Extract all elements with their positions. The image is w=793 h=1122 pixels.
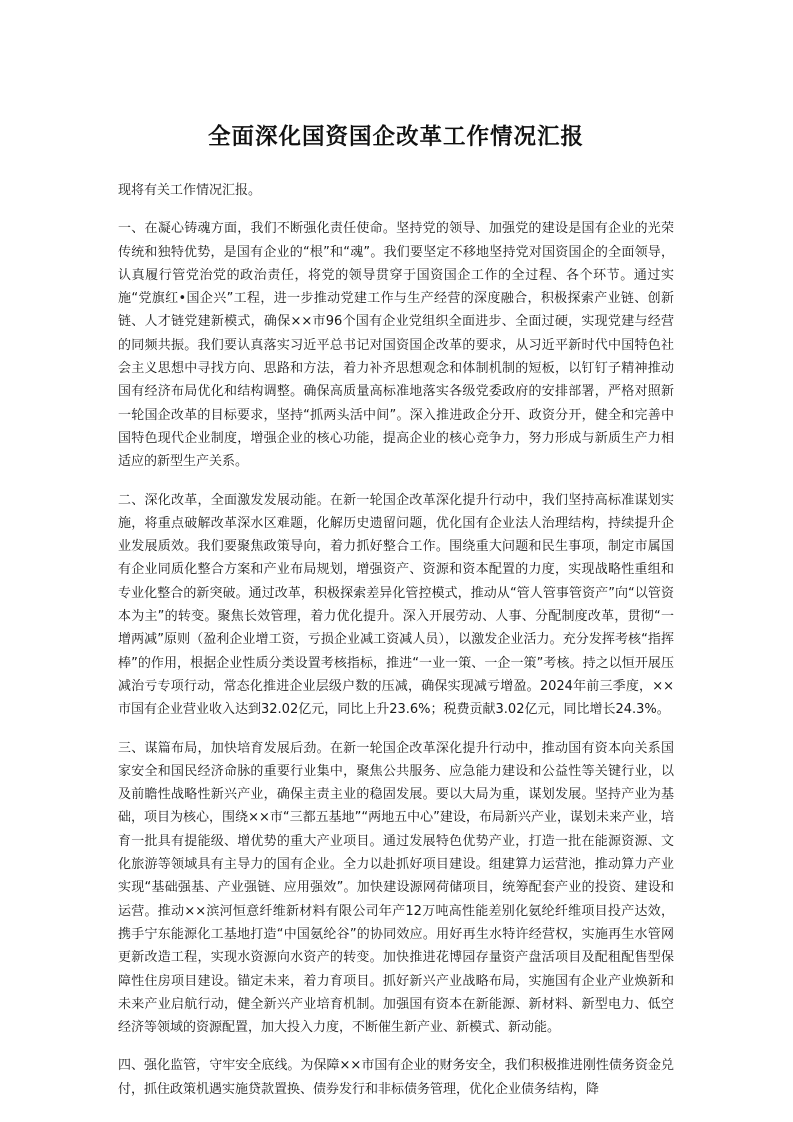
document-title: 全面深化国资国企改革工作情况汇报 bbox=[207, 124, 584, 150]
section-1-paragraph: 一、在凝心铸魂方面，我们不断强化责任使命。坚持党的领导、加强党的建设是国有企业的光荣传统和独特优势，是国有企业的“根”和“魂”。我们要坚定不移地坚持党对国资国企的全面领导，认真履行管党治党的政治责任，将党的领导贯穿于国资国企工作的全过程、各个环节。通过实施“党旗红•国企兴”工程，进一步推动党建工作与生产经营的深度融合，积极探索产业链、创新链、人才链党建新模式，确保××市96个国有企业党组织全面进步、全面过硬，实现党建与经营的同频共振。我们要认真落实习近平总书记对国资国企改革的要求，从习近平新时代中国特色社会主义思想中寻找方向、思路和方法，着力补齐思想观念和体制机制的短板，以钉钉子精神推动国有经济布局优化和结构调整。确保高质量高标准地落实各级党委政府的安排部署，严格对照新一轮国企改革的目标要求，坚持“抓两头活中间”。深入推进政企分开、政资分开，健全和完善中国特色现代企业制度，增强企业的核心功能，提高企业的核心竞争力，努力形成与新质生产力相适应的新型生产关系。 bbox=[118, 221, 674, 470]
section-3-paragraph: 三、谋篇布局，加快培育发展后劲。在新一轮国企改革深化提升行动中，推动国有资本向关系国家安全和国民经济命脉的重要行业集中，聚焦公共服务、应急能力建设和公益性等关键行业，以及前瞻性战略性新兴产业，确保主责主业的稳固发展。要以大局为重，谋划发展。坚持产业为基础，项目为核心，围绕××市“三都五基地”“两地五中心”建设，布局新兴产业，谋划未来产业，培育一批具有提能级、增优势的重大产业项目。通过发展特色优势产业，打造一批在能源资源、文化旅游等领域具有主导力的国有企业。全力以赴抓好项目建设。组建算力运营池，推动算力产业实现“基础强基、产业强链、应用强效”。加快建设源网荷储项目，统筹配套产业的投资、建设和运营。推动××滨河恒意纤维新材料有限公司年产12万吨高性能差别化氨纶纤维项目投产达效，携手宁东能源化工基地打造“中国氨纶谷”的协同效应。用好再生水特许经营权，实施再生水管网更新改造工程，实现水资源向水资产的转变。加快推进花博园存量资产盘活项目及配租配售型保障性住房项目建设。锚定未来，着力育项目。抓好新兴产业战略布局，实施国有企业产业焕新和未来产业启航行动，健全新兴产业培育机制。加强国有资本在新能源、新材料、新型电力、低空经济等领域的资源配置，加大投入力度，不断催生新产业、新模式、新动能。 bbox=[118, 740, 674, 1036]
section-2-paragraph: 二、深化改革，全面激发发展动能。在新一轮国企改革深化提升行动中，我们坚持高标准谋划实施，将重点破解改革深水区难题，化解历史遗留问题，优化国有企业法人治理结构，持续提升企业发展质效。我们要聚焦政策导向，着力抓好整合工作。围绕重大问题和民生事项，制定市属国有企业同质化整合方案和产业布局规划，增强资产、资源和资本配置的力度，实现战略性重组和专业化整合的新突破。通过改革，积极探索差异化管控模式，推动从“管人管事管资产”向“以管资本为主”的转变。聚焦长效管理，着力优化提升。深入开展劳动、人事、分配制度改革，贯彻“一增两减”原则（盈利企业增工资，亏损企业减工资减人员），以激发企业活力。充分发挥考核“指挥棒”的作用，根据企业性质分类设置考核指标，推进“一业一策、一企一策”考核。持之以恒开展压减治亏专项行动，常态化推进企业层级户数的压减，确保实现减亏增盈。2024年前三季度，××市国有企业营业收入达到32.02亿元，同比上升23.6%；税费贡献3.02亿元，同比增长24.3%。 bbox=[118, 492, 674, 718]
intro-paragraph: 现将有关工作情况汇报。 bbox=[118, 183, 262, 198]
section-4-paragraph: 四、强化监管，守牢安全底线。为保障××市国有企业的财务安全，我们积极推进刚性债务资金兑付，抓住政策机遇实施贷款置换、债券发行和非标债务管理，优化企业债务结构，降 bbox=[118, 1058, 674, 1097]
